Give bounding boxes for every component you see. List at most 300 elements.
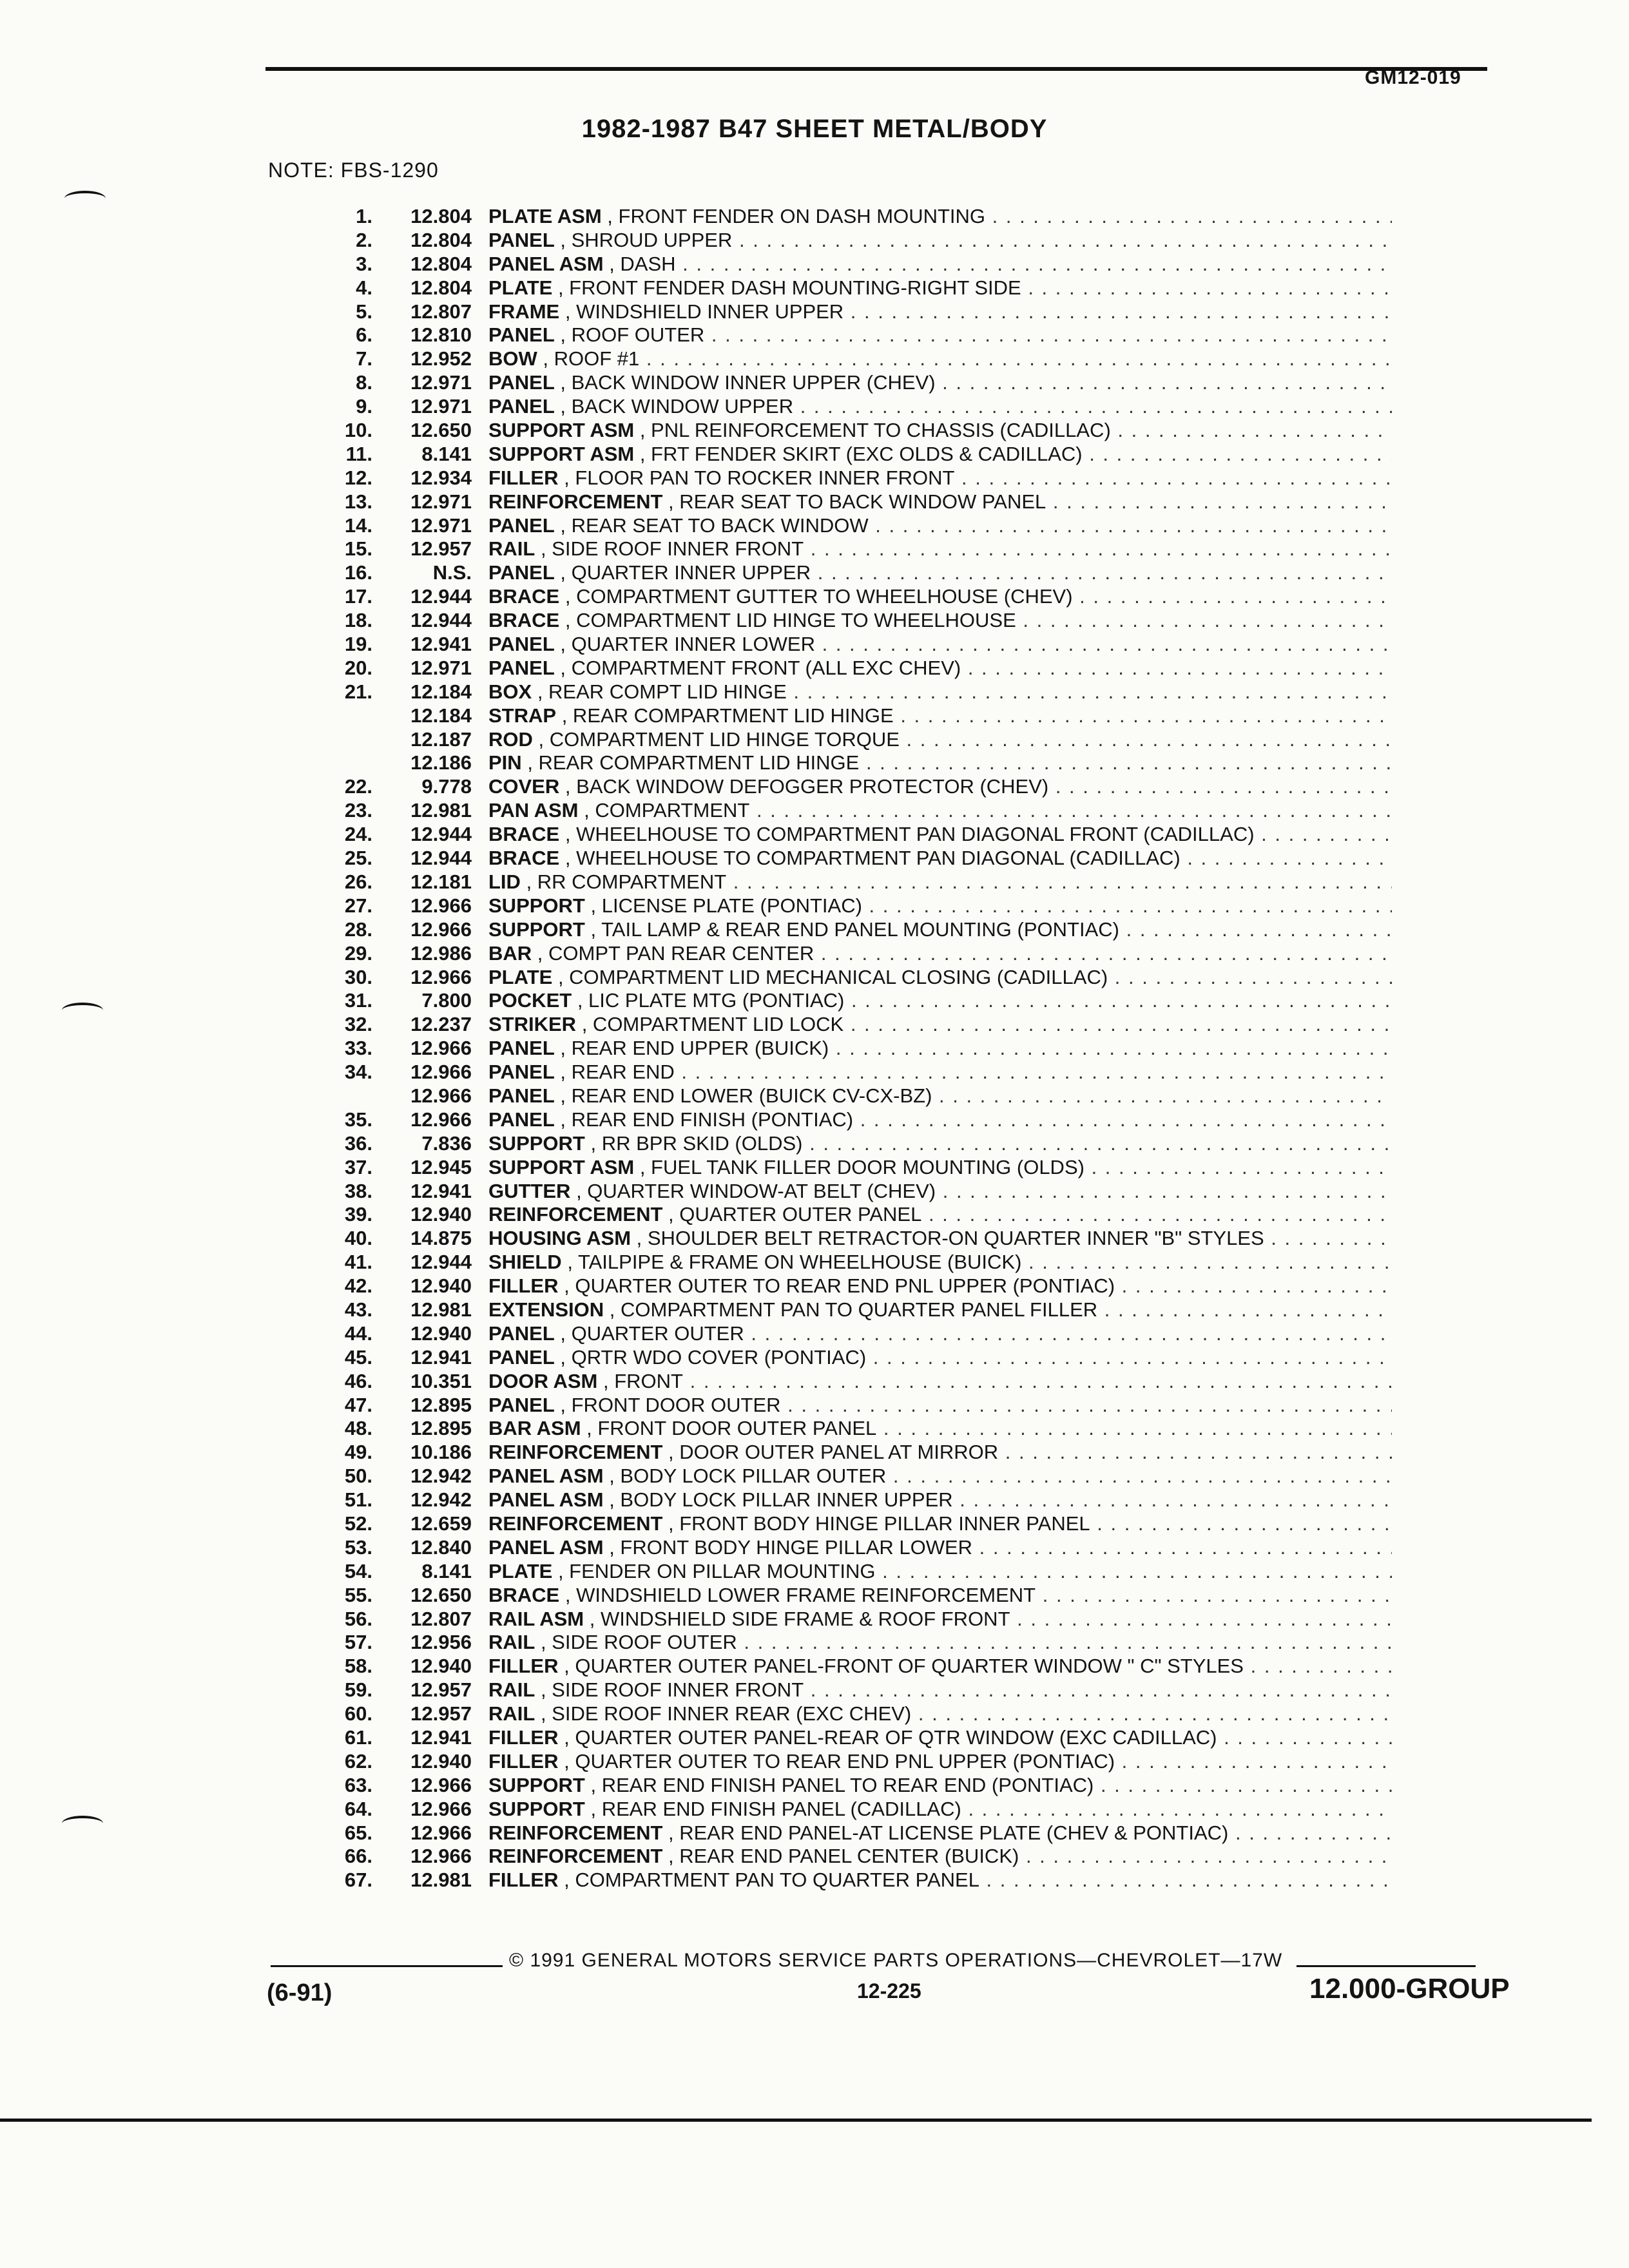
group-number: 12.981 — [410, 1869, 472, 1892]
part-description — [488, 419, 1392, 443]
parts-row — [277, 657, 1392, 680]
part-name: FILLER — [488, 1655, 559, 1678]
top-rule — [265, 67, 1487, 71]
group-number: 12.895 — [410, 1417, 472, 1440]
part-name: ROD — [488, 727, 533, 751]
part-detail: , REAR COMPARTMENT LID HINGE — [561, 704, 894, 727]
part-name: PANEL — [488, 1037, 555, 1060]
part-name: DOOR ASM — [488, 1369, 598, 1392]
part-description — [488, 1061, 1392, 1084]
item-number: 23. — [344, 799, 372, 822]
group-number: 10.351 — [410, 1369, 472, 1392]
parts-row — [277, 490, 1392, 514]
part-name: SHIELD — [488, 1251, 562, 1274]
item-number: 48. — [344, 1417, 372, 1440]
parts-row — [277, 870, 1392, 894]
item-number: 59. — [344, 1678, 372, 1702]
parts-row — [277, 1584, 1392, 1608]
part-description — [488, 1750, 1392, 1774]
part-description — [488, 1132, 1392, 1156]
group-number: 12.966 — [410, 1084, 472, 1107]
part-description — [488, 1536, 1392, 1560]
parts-row — [277, 1608, 1392, 1631]
item-number: 41. — [344, 1251, 372, 1274]
part-description — [488, 823, 1392, 847]
parts-row — [277, 894, 1392, 918]
item-number: 42. — [344, 1274, 372, 1298]
group-number: 12.966 — [410, 918, 472, 941]
part-description — [488, 847, 1392, 870]
parts-row — [277, 942, 1392, 966]
part-detail: , WHEELHOUSE TO COMPARTMENT PAN DIAGONAL (CADILLAC) — [564, 847, 1181, 870]
part-detail: , FRONT BODY HINGE PILLAR LOWER — [609, 1535, 973, 1559]
parts-row — [277, 514, 1392, 538]
part-detail: , FRONT — [602, 1369, 683, 1392]
part-detail: , ROOF #1 — [543, 347, 640, 370]
parts-row — [277, 347, 1392, 371]
parts-row — [277, 823, 1392, 847]
parts-row — [277, 323, 1392, 347]
part-description — [488, 300, 1392, 324]
part-detail: , DOOR OUTER PANEL AT MIRROR — [668, 1441, 999, 1464]
parts-row — [277, 1750, 1392, 1774]
part-description — [488, 1370, 1392, 1394]
item-number: 19. — [344, 633, 372, 656]
item-number: 3. — [356, 252, 372, 275]
item-number: 24. — [344, 823, 372, 846]
item-number: 36. — [344, 1131, 372, 1155]
item-number: 16. — [344, 561, 372, 584]
part-name: SUPPORT ASM — [488, 419, 635, 442]
item-number: 31. — [344, 989, 372, 1012]
page-number: 12-225 — [857, 1979, 921, 2003]
group-label: 12.000-GROUP — [1309, 1973, 1510, 2004]
part-description — [488, 1274, 1392, 1298]
part-description — [488, 1560, 1392, 1584]
item-number: 39. — [344, 1203, 372, 1226]
part-detail: , COMPARTMENT — [584, 799, 750, 822]
part-detail: , WINDSHIELD INNER UPPER — [564, 300, 844, 323]
part-description — [488, 1084, 1392, 1108]
part-detail: , FRONT BODY HINGE PILLAR INNER PANEL — [668, 1512, 1090, 1535]
group-number: 12.804 — [410, 228, 472, 251]
parts-row — [277, 205, 1392, 229]
parts-row — [277, 1180, 1392, 1204]
parts-row — [277, 371, 1392, 395]
part-description — [488, 775, 1392, 799]
part-description — [488, 1227, 1392, 1251]
item-number: 58. — [344, 1655, 372, 1678]
part-detail: , REAR END FINISH (PONTIAC) — [560, 1108, 854, 1131]
part-name: PANEL ASM — [488, 252, 604, 275]
item-number: 52. — [344, 1512, 372, 1535]
parts-row — [277, 561, 1392, 585]
part-description — [488, 1346, 1392, 1370]
part-detail: , BACK WINDOW INNER UPPER (CHEV) — [560, 371, 936, 394]
part-name: PANEL — [488, 1321, 555, 1345]
part-detail: , TAIL LAMP & REAR END PANEL MOUNTING (PONTIAC) — [590, 918, 1119, 941]
part-description — [488, 347, 1392, 371]
part-description — [488, 443, 1392, 466]
part-detail: , FRT FENDER SKIRT (EXC OLDS & CADILLAC) — [639, 442, 1083, 465]
part-name: BOW — [488, 347, 537, 370]
parts-row — [277, 1441, 1392, 1465]
part-name: PANEL — [488, 514, 555, 537]
item-number: 14. — [344, 514, 372, 537]
item-number: 44. — [344, 1321, 372, 1345]
part-name: PANEL — [488, 228, 555, 251]
part-description — [488, 537, 1392, 561]
item-number: 15. — [344, 537, 372, 561]
part-name: PAN ASM — [488, 799, 579, 822]
group-number: 12.966 — [410, 1037, 472, 1060]
part-detail: , WINDSHIELD SIDE FRAME & ROOF FRONT — [589, 1607, 1010, 1630]
group-number: 12.966 — [410, 1773, 472, 1796]
part-detail: , FENDER ON PILLAR MOUNTING — [557, 1559, 876, 1582]
group-number: 12.807 — [410, 1607, 472, 1630]
part-description — [488, 253, 1392, 276]
group-number: 12.966 — [410, 894, 472, 917]
page-title: 1982-1987 B47 SHEET METAL/BODY — [581, 115, 1048, 143]
group-number: 12.944 — [410, 847, 472, 870]
parts-row — [277, 1702, 1392, 1726]
part-name: PANEL — [488, 561, 555, 584]
parts-row — [277, 1156, 1392, 1180]
parts-row — [277, 1512, 1392, 1536]
parts-row — [277, 276, 1392, 300]
group-number: 12.186 — [410, 751, 472, 774]
part-name: REINFORCEMENT — [488, 1512, 663, 1535]
item-number: 17. — [344, 585, 372, 608]
group-number: 12.941 — [410, 1726, 472, 1749]
item-number: 67. — [344, 1869, 372, 1892]
part-detail: , LICENSE PLATE (PONTIAC) — [590, 894, 862, 917]
part-detail: , REAR END UPPER (BUICK) — [560, 1037, 829, 1060]
group-number: 12.971 — [410, 514, 472, 537]
item-number: 5. — [356, 300, 372, 323]
part-detail: , QUARTER INNER UPPER — [560, 561, 811, 584]
item-number: 57. — [344, 1631, 372, 1654]
part-description — [488, 1821, 1392, 1845]
part-detail: , RR COMPARTMENT — [526, 870, 727, 893]
part-description — [488, 728, 1392, 752]
part-name: BRACE — [488, 847, 560, 870]
part-detail: , REAR END FINISH PANEL TO REAR END (PONTIAC) — [590, 1773, 1094, 1796]
item-number: 56. — [344, 1607, 372, 1630]
footer-rule — [1296, 1965, 1476, 1967]
parts-row — [277, 1108, 1392, 1132]
part-description — [488, 657, 1392, 680]
part-detail: , FRONT FENDER ON DASH MOUNTING — [607, 205, 986, 227]
part-detail: , QUARTER WINDOW-AT BELT (CHEV) — [576, 1179, 936, 1202]
group-number: 12.187 — [410, 727, 472, 751]
group-number: 12.944 — [410, 585, 472, 608]
item-number: 55. — [344, 1583, 372, 1606]
part-name: RAIL ASM — [488, 1607, 584, 1630]
group-number: 12.941 — [410, 633, 472, 656]
part-detail: , REAR END PANEL CENTER (BUICK) — [668, 1845, 1019, 1868]
item-number: 4. — [356, 276, 372, 299]
part-description — [488, 942, 1392, 966]
part-name: STRAP — [488, 704, 557, 727]
part-description — [488, 1845, 1392, 1869]
part-name: SUPPORT ASM — [488, 442, 635, 465]
part-name: EXTENSION — [488, 1298, 604, 1321]
part-name: SUPPORT — [488, 894, 585, 917]
group-number: 12.966 — [410, 1797, 472, 1820]
item-number: 33. — [344, 1037, 372, 1060]
parts-row — [277, 775, 1392, 799]
parts-row — [277, 300, 1392, 324]
item-number: 20. — [344, 656, 372, 679]
part-name: BAR — [488, 941, 532, 965]
footer-rule — [271, 1965, 503, 1967]
parts-row — [277, 1845, 1392, 1869]
item-number: 29. — [344, 941, 372, 965]
part-description — [488, 633, 1392, 657]
group-number: 7.800 — [421, 989, 472, 1012]
part-detail: , FUEL TANK FILLER DOOR MOUNTING (OLDS) — [639, 1155, 1084, 1178]
group-number: 12.942 — [410, 1465, 472, 1488]
parts-row — [277, 1346, 1392, 1370]
part-name: BRACE — [488, 585, 560, 608]
group-number: 12.941 — [410, 1345, 472, 1369]
part-detail: , COMPARTMENT LID MECHANICAL CLOSING (CADILLAC) — [557, 965, 1108, 988]
parts-row — [277, 1037, 1392, 1061]
group-number: 12.971 — [410, 490, 472, 513]
binder-hole-mark — [64, 191, 106, 206]
part-detail: , SHROUD UPPER — [560, 228, 733, 251]
part-name: FILLER — [488, 1726, 559, 1749]
group-number: 12.650 — [410, 419, 472, 442]
parts-row — [277, 1536, 1392, 1560]
group-number: 12.952 — [410, 347, 472, 370]
group-number: 12.966 — [410, 965, 472, 988]
part-detail: , QUARTER OUTER TO REAR END PNL UPPER (PONTIAC) — [564, 1274, 1115, 1298]
parts-row — [277, 1084, 1392, 1108]
group-number: 12.184 — [410, 680, 472, 703]
part-name: PANEL — [488, 371, 555, 394]
part-name: PANEL ASM — [488, 1465, 604, 1488]
part-description — [488, 1394, 1392, 1418]
group-number: 12.957 — [410, 537, 472, 561]
part-description — [488, 1584, 1392, 1608]
item-number: 43. — [344, 1298, 372, 1321]
part-detail: , SIDE ROOF INNER FRONT — [540, 537, 804, 561]
group-number: 12.966 — [410, 1108, 472, 1131]
parts-row — [277, 1417, 1392, 1441]
group-number: 12.956 — [410, 1631, 472, 1654]
part-detail: , QUARTER OUTER PANEL — [668, 1203, 922, 1226]
group-number: 12.944 — [410, 609, 472, 632]
part-name: HOUSING ASM — [488, 1227, 631, 1250]
part-detail: , FRONT DOOR OUTER PANEL — [586, 1417, 877, 1440]
part-detail: , QUARTER OUTER PANEL-FRONT OF QUARTER WINDOW " C" STYLES — [564, 1655, 1244, 1678]
part-name: PANEL — [488, 323, 555, 347]
parts-row — [277, 966, 1392, 990]
item-number: 61. — [344, 1726, 372, 1749]
part-name: FILLER — [488, 1869, 559, 1892]
item-number: 53. — [344, 1535, 372, 1559]
part-detail: , DASH — [609, 252, 676, 275]
part-description — [488, 490, 1392, 514]
group-number: 12.981 — [410, 799, 472, 822]
part-name: SUPPORT — [488, 1131, 585, 1155]
part-description — [488, 1774, 1392, 1798]
parts-row — [277, 466, 1392, 490]
part-name: SUPPORT — [488, 1773, 585, 1796]
part-description — [488, 1631, 1392, 1655]
part-description — [488, 1013, 1392, 1037]
binder-hole-mark — [62, 1816, 103, 1831]
part-description — [488, 205, 1392, 229]
parts-row — [277, 1560, 1392, 1584]
part-name: PANEL — [488, 1084, 555, 1107]
part-detail: , COMPARTMENT GUTTER TO WHEELHOUSE (CHEV) — [564, 585, 1073, 608]
part-description — [488, 609, 1392, 633]
parts-row — [277, 1869, 1392, 1892]
parts-row — [277, 1655, 1392, 1678]
part-description — [488, 585, 1392, 609]
parts-row — [277, 229, 1392, 253]
group-number: 12.840 — [410, 1535, 472, 1559]
part-description — [488, 966, 1392, 990]
item-number: 26. — [344, 870, 372, 893]
part-description — [488, 751, 1392, 775]
parts-row — [277, 704, 1392, 728]
part-name: PANEL — [488, 395, 555, 418]
part-detail: , FLOOR PAN TO ROCKER INNER FRONT — [564, 466, 955, 489]
part-detail: , WHEELHOUSE TO COMPARTMENT PAN DIAGONAL FRONT (CADILLAC) — [564, 823, 1255, 846]
parts-row — [277, 1227, 1392, 1251]
parts-row — [277, 1203, 1392, 1227]
item-number: 11. — [345, 442, 372, 465]
group-number: 12.804 — [410, 205, 472, 227]
part-description — [488, 395, 1392, 419]
item-number: 66. — [344, 1845, 372, 1868]
part-detail: , TAILPIPE & FRAME ON WHEELHOUSE (BUICK) — [567, 1251, 1022, 1274]
parts-row — [277, 585, 1392, 609]
parts-row — [277, 989, 1392, 1013]
group-number: N.S. — [432, 561, 472, 584]
part-description — [488, 229, 1392, 253]
parts-row — [277, 1631, 1392, 1655]
part-name: FILLER — [488, 1749, 559, 1773]
part-description — [488, 1678, 1392, 1702]
part-detail: , COMPARTMENT LID HINGE TO WHEELHOUSE — [564, 609, 1016, 632]
parts-row — [277, 1061, 1392, 1084]
group-number: 12.966 — [410, 1821, 472, 1844]
part-detail: , COMPARTMENT PAN TO QUARTER PANEL — [564, 1869, 979, 1892]
part-description — [488, 1203, 1392, 1227]
item-number: 45. — [344, 1345, 372, 1369]
part-description — [488, 1608, 1392, 1631]
parts-row — [277, 253, 1392, 276]
part-description — [488, 870, 1392, 894]
document-id: GM12-019 — [1365, 67, 1461, 88]
group-number: 10.186 — [410, 1441, 472, 1464]
part-description — [488, 561, 1392, 585]
part-description — [488, 1512, 1392, 1536]
parts-row — [277, 1132, 1392, 1156]
item-number: 54. — [344, 1559, 372, 1582]
part-detail: , REAR END — [560, 1061, 675, 1084]
group-number: 12.944 — [410, 823, 472, 846]
part-detail: , WINDSHIELD LOWER FRAME REINFORCEMENT — [564, 1583, 1036, 1606]
part-detail: , ROOF OUTER — [560, 323, 705, 347]
part-name: BRACE — [488, 1583, 560, 1606]
group-number: 8.141 — [421, 442, 472, 465]
part-detail: , BACK WINDOW UPPER — [560, 395, 794, 418]
part-name: STRIKER — [488, 1013, 577, 1036]
item-number: 32. — [344, 1013, 372, 1036]
parts-row — [277, 1678, 1392, 1702]
parts-row — [277, 918, 1392, 942]
group-number: 12.940 — [410, 1321, 472, 1345]
part-detail: , REAR COMPT LID HINGE — [537, 680, 787, 703]
part-description — [488, 894, 1392, 918]
item-number: 46. — [344, 1369, 372, 1392]
part-detail: , PNL REINFORCEMENT TO CHASSIS (CADILLAC) — [639, 419, 1111, 442]
bottom-rule — [0, 2119, 1592, 2122]
part-name: REINFORCEMENT — [488, 1845, 663, 1868]
group-number: 12.807 — [410, 300, 472, 323]
part-description — [488, 1465, 1392, 1488]
group-number: 12.941 — [410, 1179, 472, 1202]
parts-row — [277, 537, 1392, 561]
parts-row — [277, 443, 1392, 466]
group-number: 12.940 — [410, 1274, 472, 1298]
group-number: 12.804 — [410, 276, 472, 299]
part-name: REINFORCEMENT — [488, 1821, 663, 1844]
part-name: POCKET — [488, 989, 572, 1012]
part-name: COVER — [488, 775, 560, 798]
part-detail: , LIC PLATE MTG (PONTIAC) — [577, 989, 845, 1012]
item-number: 21. — [344, 680, 372, 703]
part-description — [488, 1726, 1392, 1750]
part-name: FILLER — [488, 466, 559, 489]
parts-row — [277, 1726, 1392, 1750]
group-number: 12.966 — [410, 1061, 472, 1084]
parts-row — [277, 1298, 1392, 1322]
part-detail: , COMPARTMENT LID LOCK — [581, 1013, 844, 1036]
part-detail: , SIDE ROOF INNER FRONT — [540, 1678, 804, 1702]
part-description — [488, 1298, 1392, 1322]
part-name: GUTTER — [488, 1179, 571, 1202]
parts-row — [277, 680, 1392, 704]
part-detail: , FRONT DOOR OUTER — [560, 1393, 781, 1416]
parts-row — [277, 1774, 1392, 1798]
part-description — [488, 371, 1392, 395]
part-description — [488, 680, 1392, 704]
group-number: 12.940 — [410, 1203, 472, 1226]
part-detail: , REAR SEAT TO BACK WINDOW — [560, 514, 869, 537]
part-description — [488, 323, 1392, 347]
item-number: 2. — [356, 228, 372, 251]
part-name: FILLER — [488, 1274, 559, 1298]
parts-row — [277, 1013, 1392, 1037]
part-name: PLATE — [488, 965, 553, 988]
part-detail: , SIDE ROOF INNER REAR (EXC CHEV) — [540, 1702, 912, 1725]
item-number: 63. — [344, 1773, 372, 1796]
group-number: 12.957 — [410, 1702, 472, 1725]
part-description — [488, 466, 1392, 490]
item-number: 13. — [344, 490, 372, 513]
group-number: 14.875 — [410, 1227, 472, 1250]
item-number: 37. — [344, 1155, 372, 1178]
part-description — [488, 1417, 1392, 1441]
group-number: 12.971 — [410, 656, 472, 679]
